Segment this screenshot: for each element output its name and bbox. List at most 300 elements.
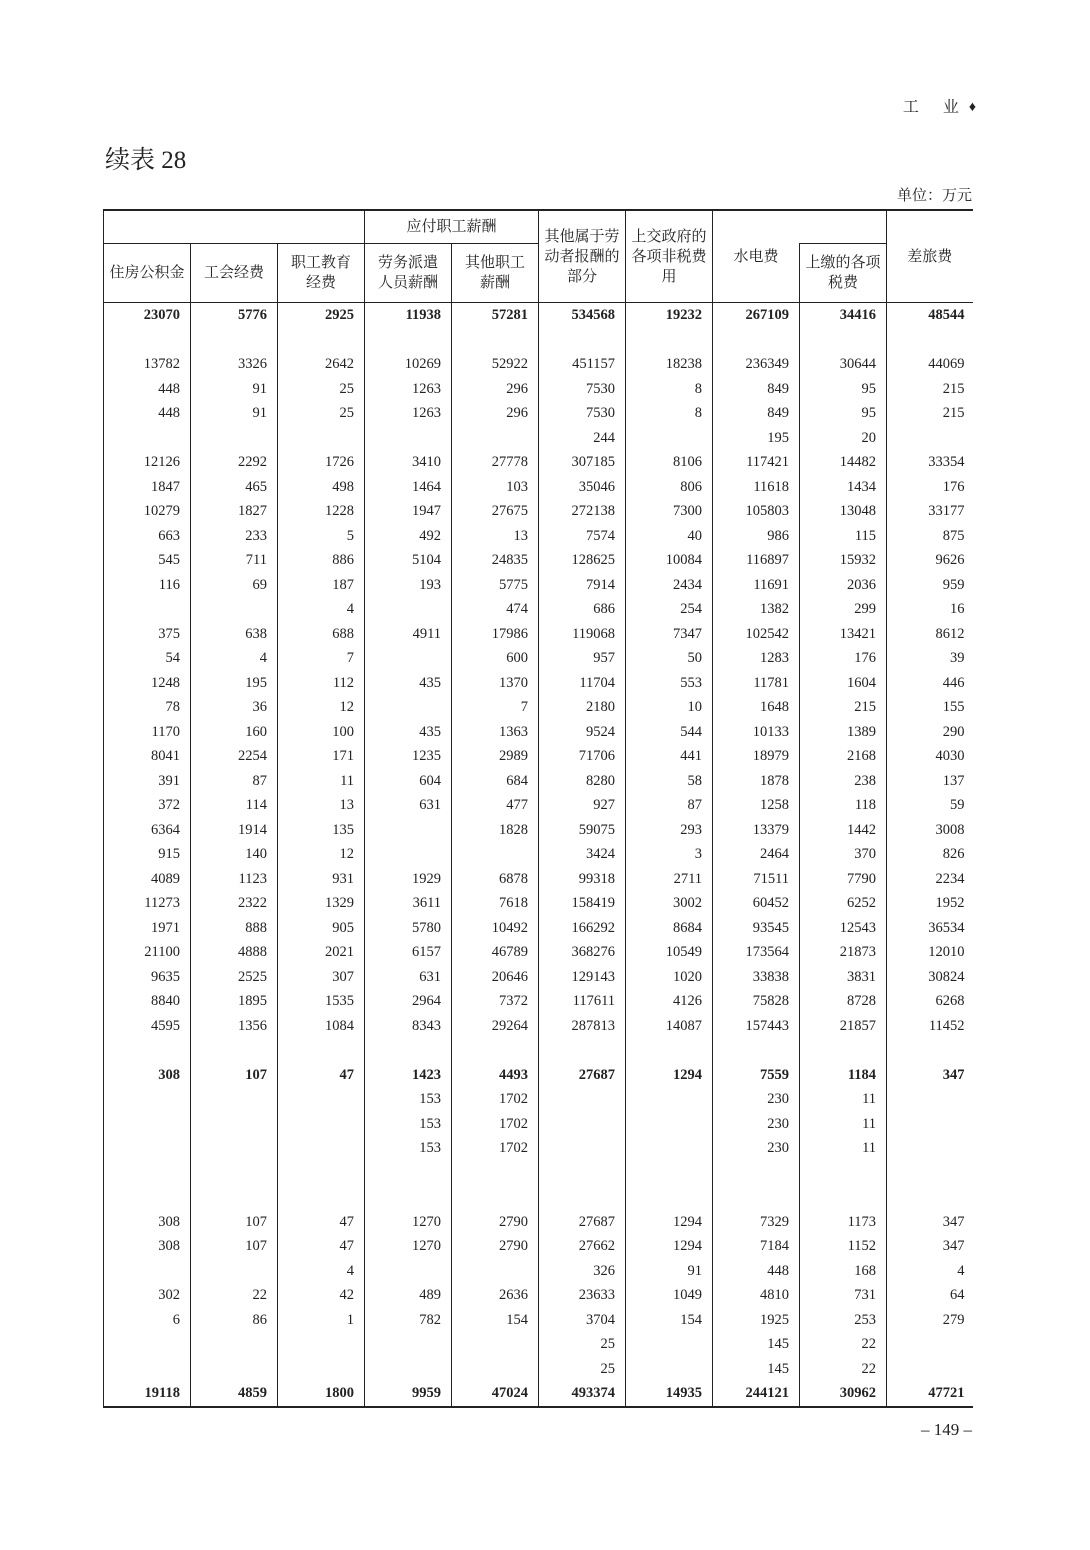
table-cell: 29264 [452, 1014, 539, 1039]
table-cell: 498 [278, 475, 365, 500]
table-cell: 7300 [626, 499, 713, 524]
header-col-2: 工会经费 [191, 244, 278, 303]
table-title: 续表 28 [105, 147, 187, 174]
table-cell: 1294 [626, 1063, 713, 1088]
table-cell: 11 [800, 1087, 887, 1112]
table-cell: 1 [278, 1308, 365, 1333]
table-cell: 42 [278, 1283, 365, 1308]
table-cell: 7 [452, 695, 539, 720]
table-cell: 448 [104, 377, 191, 402]
table-cell [626, 1332, 713, 1357]
table-cell: 7618 [452, 891, 539, 916]
header-line: 其他属于劳 [544, 228, 620, 245]
table-cell: 91 [191, 401, 278, 426]
table-cell: 1464 [365, 475, 452, 500]
table-cell: 7914 [539, 573, 626, 598]
table-cell [539, 328, 626, 353]
table-cell: 12010 [887, 940, 973, 965]
table-cell: 1294 [626, 1234, 713, 1259]
table-cell: 927 [539, 793, 626, 818]
table-cell: 23633 [539, 1283, 626, 1308]
table-cell: 7574 [539, 524, 626, 549]
table-cell: 3326 [191, 352, 278, 377]
table-cell: 8343 [365, 1014, 452, 1039]
table-cell: 307185 [539, 450, 626, 475]
table-cell: 1270 [365, 1210, 452, 1235]
table-row [104, 720, 973, 745]
table-row [104, 989, 973, 1014]
table-cell [539, 1087, 626, 1112]
table-cell: 1363 [452, 720, 539, 745]
table-cell: 684 [452, 769, 539, 794]
table-cell: 9959 [365, 1381, 452, 1407]
table-cell: 187 [278, 573, 365, 598]
table-cell: 299 [800, 597, 887, 622]
table-cell: 215 [887, 377, 973, 402]
table-cell: 826 [887, 842, 973, 867]
table-cell: 11618 [713, 475, 800, 500]
table-cell: 14087 [626, 1014, 713, 1039]
table-cell: 600 [452, 646, 539, 671]
table-cell: 545 [104, 548, 191, 573]
table-row-total [104, 303, 973, 328]
table-cell: 91 [191, 377, 278, 402]
table-cell: 11938 [365, 303, 452, 328]
table-cell: 21100 [104, 940, 191, 965]
table-cell [887, 1112, 973, 1137]
table-cell: 154 [452, 1308, 539, 1333]
header-col-8: 水电费 [713, 210, 800, 303]
table-cell: 13421 [800, 622, 887, 647]
table-cell: 36 [191, 695, 278, 720]
table-cell: 688 [278, 622, 365, 647]
table-cell: 87 [626, 793, 713, 818]
table-row [104, 499, 973, 524]
table-cell: 119068 [539, 622, 626, 647]
table-cell: 114 [191, 793, 278, 818]
table-cell: 27675 [452, 499, 539, 524]
table-cell: 711 [191, 548, 278, 573]
table-cell [713, 328, 800, 353]
table-cell: 1329 [278, 891, 365, 916]
header-col-7 [626, 210, 713, 303]
table-cell: 160 [191, 720, 278, 745]
table-cell: 391 [104, 769, 191, 794]
table-cell: 13048 [800, 499, 887, 524]
table-cell: 4126 [626, 989, 713, 1014]
table-cell: 957 [539, 646, 626, 671]
table-cell: 33177 [887, 499, 973, 524]
table-cell: 244121 [713, 1381, 800, 1407]
table-cell: 71706 [539, 744, 626, 769]
table-cell: 347 [887, 1063, 973, 1088]
table-cell [452, 1332, 539, 1357]
table-cell: 296 [452, 401, 539, 426]
table-row-total [104, 1063, 973, 1088]
table-cell: 233 [191, 524, 278, 549]
table-cell: 492 [365, 524, 452, 549]
table-cell: 18979 [713, 744, 800, 769]
table-cell: 4030 [887, 744, 973, 769]
table-cell: 8 [626, 401, 713, 426]
table-cell [365, 597, 452, 622]
table-cell: 1084 [278, 1014, 365, 1039]
table-cell: 372 [104, 793, 191, 818]
table-cell: 2925 [278, 303, 365, 328]
table-cell [365, 842, 452, 867]
table-cell: 8280 [539, 769, 626, 794]
table-cell: 34416 [800, 303, 887, 328]
table-cell: 168 [800, 1259, 887, 1284]
table-cell: 10549 [626, 940, 713, 965]
table-cell: 2525 [191, 965, 278, 990]
table-cell: 2180 [539, 695, 626, 720]
header-line: 用 [661, 268, 677, 285]
table-cell: 4493 [452, 1063, 539, 1088]
table-cell: 95 [800, 377, 887, 402]
header-line: 人员薪酬 [378, 275, 439, 291]
table-row-total [104, 1381, 973, 1407]
table-cell: 230 [713, 1087, 800, 1112]
table-cell: 8 [626, 377, 713, 402]
table-cell: 3611 [365, 891, 452, 916]
table-row [104, 818, 973, 843]
table-cell: 731 [800, 1283, 887, 1308]
table-cell: 553 [626, 671, 713, 696]
table-cell: 6878 [452, 867, 539, 892]
table-cell [626, 328, 713, 353]
table-cell: 986 [713, 524, 800, 549]
table-cell [887, 1357, 973, 1382]
table-cell: 1878 [713, 769, 800, 794]
table-cell: 107 [191, 1063, 278, 1088]
table-cell [887, 1332, 973, 1357]
table-cell [539, 1038, 626, 1063]
table-cell: 11273 [104, 891, 191, 916]
table-cell: 18238 [626, 352, 713, 377]
table-cell [626, 1357, 713, 1382]
table-cell: 25 [539, 1332, 626, 1357]
data-table [103, 209, 973, 1408]
table-cell [365, 1161, 452, 1186]
table-cell: 287813 [539, 1014, 626, 1039]
table-cell: 10492 [452, 916, 539, 941]
table-cell [365, 1357, 452, 1382]
table-cell: 4089 [104, 867, 191, 892]
table-cell: 3 [626, 842, 713, 867]
table-cell: 153 [365, 1136, 452, 1161]
table-cell: 253 [800, 1308, 887, 1333]
table-cell: 33354 [887, 450, 973, 475]
table-row [104, 1332, 973, 1357]
table-cell [104, 1185, 191, 1210]
table-cell: 290 [887, 720, 973, 745]
table-cell: 22 [191, 1283, 278, 1308]
table-row-spacer [104, 328, 973, 353]
table-cell: 13379 [713, 818, 800, 843]
table-cell [626, 1038, 713, 1063]
table-cell: 7347 [626, 622, 713, 647]
table-cell: 11 [800, 1112, 887, 1137]
table-cell: 544 [626, 720, 713, 745]
table-cell: 40 [626, 524, 713, 549]
table-cell [800, 1161, 887, 1186]
table-cell [800, 1038, 887, 1063]
table-cell: 230 [713, 1112, 800, 1137]
table-cell: 308 [104, 1234, 191, 1259]
table-cell [452, 1161, 539, 1186]
table-cell: 176 [887, 475, 973, 500]
diamond-icon: ♦ [968, 100, 976, 115]
page-number: – 149 – [921, 1420, 972, 1439]
table-cell: 195 [713, 426, 800, 451]
table-cell: 60452 [713, 891, 800, 916]
table-cell [278, 426, 365, 451]
table-cell: 2989 [452, 744, 539, 769]
table-cell [104, 426, 191, 451]
table-cell: 15932 [800, 548, 887, 573]
table-cell: 1535 [278, 989, 365, 1014]
table-cell: 1152 [800, 1234, 887, 1259]
table-cell: 4911 [365, 622, 452, 647]
table-cell: 2790 [452, 1234, 539, 1259]
table-cell: 3008 [887, 818, 973, 843]
header-col-5 [452, 244, 539, 303]
table-cell [365, 426, 452, 451]
table-cell: 129143 [539, 965, 626, 990]
table-cell: 22 [800, 1332, 887, 1357]
table-cell: 145 [713, 1357, 800, 1382]
table-cell [191, 1136, 278, 1161]
table-cell: 435 [365, 671, 452, 696]
table-cell: 86 [191, 1308, 278, 1333]
table-cell [104, 597, 191, 622]
table-cell: 19232 [626, 303, 713, 328]
table-cell: 279 [887, 1308, 973, 1333]
table-cell: 1702 [452, 1112, 539, 1137]
table-row [104, 426, 973, 451]
table-cell [887, 328, 973, 353]
table-cell: 272138 [539, 499, 626, 524]
table-row [104, 377, 973, 402]
table-cell: 44069 [887, 352, 973, 377]
table-cell: 30644 [800, 352, 887, 377]
table-cell [365, 818, 452, 843]
table-cell: 4 [278, 597, 365, 622]
table-cell [887, 1185, 973, 1210]
table-cell: 347 [887, 1234, 973, 1259]
table-cell: 58 [626, 769, 713, 794]
table-cell [539, 1112, 626, 1137]
table-cell: 153 [365, 1112, 452, 1137]
table-cell: 1170 [104, 720, 191, 745]
table-cell [278, 1087, 365, 1112]
table-cell: 13782 [104, 352, 191, 377]
table-cell: 103 [452, 475, 539, 500]
table-cell [539, 1136, 626, 1161]
table-cell [539, 1185, 626, 1210]
table-cell: 20646 [452, 965, 539, 990]
running-head-text: 工 业 [902, 99, 969, 116]
table-cell: 7559 [713, 1063, 800, 1088]
table-cell: 2711 [626, 867, 713, 892]
table-cell: 886 [278, 548, 365, 573]
table-cell: 6364 [104, 818, 191, 843]
table-cell: 19118 [104, 1381, 191, 1407]
table-cell [713, 1161, 800, 1186]
table-cell [365, 1259, 452, 1284]
table-cell: 107 [191, 1210, 278, 1235]
table-cell: 11452 [887, 1014, 973, 1039]
table-cell: 493374 [539, 1381, 626, 1407]
table-cell [191, 426, 278, 451]
table-cell [452, 1357, 539, 1382]
table-cell: 2234 [887, 867, 973, 892]
table-cell: 7 [278, 646, 365, 671]
table-cell [191, 1087, 278, 1112]
table-cell: 4 [278, 1259, 365, 1284]
table-cell: 905 [278, 916, 365, 941]
table-cell: 2292 [191, 450, 278, 475]
table-cell: 47 [278, 1234, 365, 1259]
table-cell [452, 1259, 539, 1284]
table-cell: 451157 [539, 352, 626, 377]
table-cell: 6157 [365, 940, 452, 965]
table-cell: 154 [626, 1308, 713, 1333]
table-row [104, 1283, 973, 1308]
table-cell [626, 1185, 713, 1210]
table-row [104, 916, 973, 941]
table-cell: 267109 [713, 303, 800, 328]
table-cell: 296 [452, 377, 539, 402]
table-cell [191, 597, 278, 622]
table-cell: 631 [365, 965, 452, 990]
table-cell: 3410 [365, 450, 452, 475]
table-cell: 4888 [191, 940, 278, 965]
table-cell: 11 [800, 1136, 887, 1161]
table-cell: 128625 [539, 548, 626, 573]
table-cell: 3002 [626, 891, 713, 916]
table-cell: 25 [539, 1357, 626, 1382]
table-cell: 1828 [452, 818, 539, 843]
table-cell [887, 1136, 973, 1161]
table-cell: 6 [104, 1308, 191, 1333]
table-cell: 441 [626, 744, 713, 769]
table-cell: 3704 [539, 1308, 626, 1333]
table-cell: 5780 [365, 916, 452, 941]
table-cell: 244 [539, 426, 626, 451]
header-line: 其他职工 [465, 255, 526, 271]
table-cell: 12 [278, 695, 365, 720]
table-cell [539, 1161, 626, 1186]
table-cell: 12 [278, 842, 365, 867]
table-cell: 302 [104, 1283, 191, 1308]
table-row [104, 940, 973, 965]
table-cell [104, 1112, 191, 1137]
table-cell: 47 [278, 1210, 365, 1235]
table-row [104, 597, 973, 622]
table-cell: 71511 [713, 867, 800, 892]
table-row [104, 450, 973, 475]
table-cell: 16 [887, 597, 973, 622]
table-cell: 1604 [800, 671, 887, 696]
table-cell [104, 1332, 191, 1357]
header-group-wages: 应付职工薪酬 [365, 210, 539, 244]
table-cell: 93545 [713, 916, 800, 941]
table-cell: 13 [452, 524, 539, 549]
table-row [104, 352, 973, 377]
table-cell [713, 1185, 800, 1210]
table-cell: 33838 [713, 965, 800, 990]
table-cell: 7329 [713, 1210, 800, 1235]
table-cell [365, 328, 452, 353]
table-cell: 4595 [104, 1014, 191, 1039]
table-cell: 8840 [104, 989, 191, 1014]
table-cell [887, 1087, 973, 1112]
table-cell: 1270 [365, 1234, 452, 1259]
table-cell [104, 328, 191, 353]
table-cell [191, 1161, 278, 1186]
table-cell [104, 1136, 191, 1161]
table-cell: 10 [626, 695, 713, 720]
table-cell: 375 [104, 622, 191, 647]
table-cell: 22 [800, 1357, 887, 1382]
header-empty-left [104, 210, 365, 244]
table-cell [626, 1112, 713, 1137]
table-cell: 806 [626, 475, 713, 500]
table-cell: 686 [539, 597, 626, 622]
table-cell: 1914 [191, 818, 278, 843]
table-cell [452, 328, 539, 353]
table-cell: 1263 [365, 377, 452, 402]
table-cell [278, 1185, 365, 1210]
table-cell: 7790 [800, 867, 887, 892]
table-cell: 7372 [452, 989, 539, 1014]
table-cell: 21857 [800, 1014, 887, 1039]
table-cell: 2434 [626, 573, 713, 598]
table-cell: 171 [278, 744, 365, 769]
table-cell: 2322 [191, 891, 278, 916]
table-cell: 7530 [539, 377, 626, 402]
table-cell: 3831 [800, 965, 887, 990]
table-cell [278, 1038, 365, 1063]
table-row [104, 965, 973, 990]
table-cell: 8684 [626, 916, 713, 941]
table-cell [278, 1112, 365, 1137]
table-cell: 849 [713, 401, 800, 426]
table-cell: 308 [104, 1063, 191, 1088]
table-cell: 1389 [800, 720, 887, 745]
table-row [104, 1087, 973, 1112]
table-cell: 9524 [539, 720, 626, 745]
table-cell [191, 1038, 278, 1063]
table-cell: 7530 [539, 401, 626, 426]
table-cell [626, 1161, 713, 1186]
header-col-3 [278, 244, 365, 303]
table-cell: 12126 [104, 450, 191, 475]
table-cell: 477 [452, 793, 539, 818]
table-cell [278, 1161, 365, 1186]
table-cell: 1702 [452, 1136, 539, 1161]
table-row [104, 891, 973, 916]
table-cell: 1184 [800, 1063, 887, 1088]
table-cell: 446 [887, 671, 973, 696]
table-cell: 87 [191, 769, 278, 794]
table-cell [278, 1357, 365, 1382]
table-cell: 10269 [365, 352, 452, 377]
table-row [104, 1014, 973, 1039]
header-col-10: 差旅费 [887, 210, 973, 303]
